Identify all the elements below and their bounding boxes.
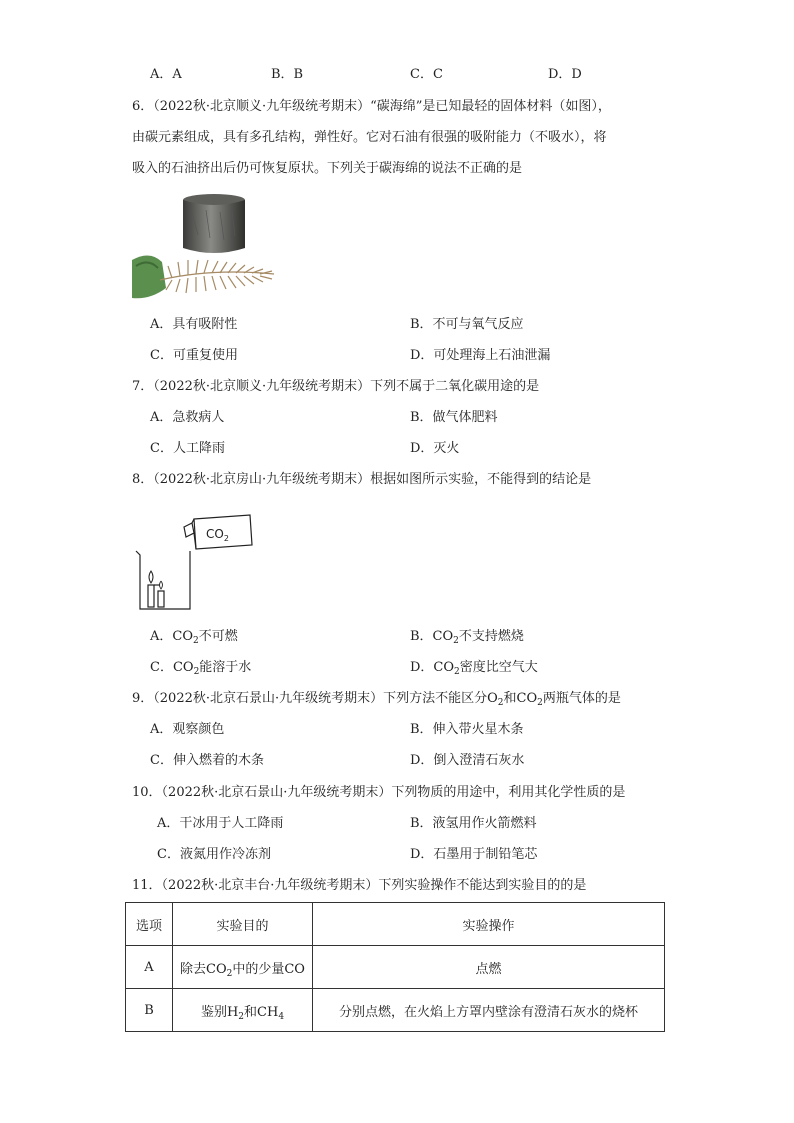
q8-stem: 8．（2022秋·北京房山·九年级统考期末）根据如图所示实验，不能得到的结论是 [132,472,592,487]
co2-experiment-figure [134,505,256,613]
table-cell-goal: 鉴别$H_2$和$CH_4$ [173,989,313,1032]
q8-option-b: B．$CO_2$不支持燃烧 [410,629,524,646]
q6-option-b: B．不可与氧气反应 [410,317,524,332]
q11-number: 11． [132,878,162,893]
table-header-goal: 实验目的 [173,903,313,946]
q7-option-d: D．灭火 [410,441,460,456]
q9-option-a: A．观察颜色 [150,722,225,737]
q8-number: 8． [132,472,154,487]
q11-stem: 11．（2022秋·北京丰台·九年级统考期末）下列实验操作不能达到实验目的的是 [132,878,587,893]
table-row [126,989,665,1032]
q7-option-a: A．急救病人 [150,410,225,425]
table-cell-goal: 除去$CO_2$中的少量CO [173,946,313,989]
carbon-sponge-image [132,190,280,304]
q6-option-d: D．可处理海上石油泄漏 [410,348,551,363]
table-row [126,946,665,989]
q10-option-d: D．石墨用于制铅笔芯 [410,847,538,862]
q10-option-a: A．干冰用于人工降雨 [157,816,284,831]
table-cell-operation: 点燃 [313,946,665,989]
q7-option-b: B．做气体肥料 [410,410,498,425]
table-cell-option: A [126,946,173,989]
q6-line3: 吸入的石油挤出后仍可恢复原状。下列关于碳海绵的说法不正确的是 [132,161,523,176]
q9-stem: 9．（2022秋·北京石景山·九年级统考期末）下列方法不能区分$O_2$和$CO_2$两瓶气体的是 [132,691,621,708]
q9-option-b: B．伸入带火星木条 [410,722,524,737]
q10-number: 10． [132,785,162,800]
experiment-table [125,902,665,1032]
q5-option-c: C．C [410,67,443,82]
q9-number: 9． [132,691,154,706]
table-header-option: 选项 [126,903,173,946]
q8-option-c: C．$CO_2$能溶于水 [150,660,252,677]
q6-number: 6． [132,99,154,114]
q7-number: 7． [132,379,154,394]
q6-line1: 6．（2022秋·北京顺义·九年级统考期末）“碳海绵”是已知最轻的固体材料（如图）， [132,99,611,114]
q5-option-b: B．B [271,67,304,82]
q10-option-b: B．液氢用作火箭燃料 [410,816,537,831]
q5-option-a: A．A [150,67,182,82]
q7-stem: 7．（2022秋·北京顺义·九年级统考期末）下列不属于二氧化碳用途的是 [132,379,540,394]
q10-stem: 10．（2022秋·北京石景山·九年级统考期末）下列物质的用途中，利用其化学性质的是 [132,785,626,800]
q8-option-d: D．$CO_2$密度比空气大 [410,660,538,677]
q6-option-c: C．可重复使用 [150,348,238,363]
table-cell-operation: 分别点燃，在火焰上方罩内壁涂有澄清石灰水的烧杯 [313,989,665,1032]
q8-option-a: A．$CO_2$不可燃 [150,629,238,646]
q9-option-d: D．倒入澄清石灰水 [410,753,525,768]
figure-co2-label: $CO_2$ [206,527,229,543]
q6-line2: 由碳元素组成，具有多孔结构，弹性好。它对石油有很强的吸附能力（不吸水），将 [132,130,607,145]
table-cell-option: B [126,989,173,1032]
table-header-operation: 实验操作 [313,903,665,946]
q5-option-d: D．D [548,67,582,82]
q10-option-c: C．液氮用作冷冻剂 [157,847,271,862]
q7-option-c: C．人工降雨 [150,441,225,456]
q9-option-c: C．伸入燃着的木条 [150,753,264,768]
table-header-row [126,903,665,946]
q6-option-a: A．具有吸附性 [150,317,238,332]
